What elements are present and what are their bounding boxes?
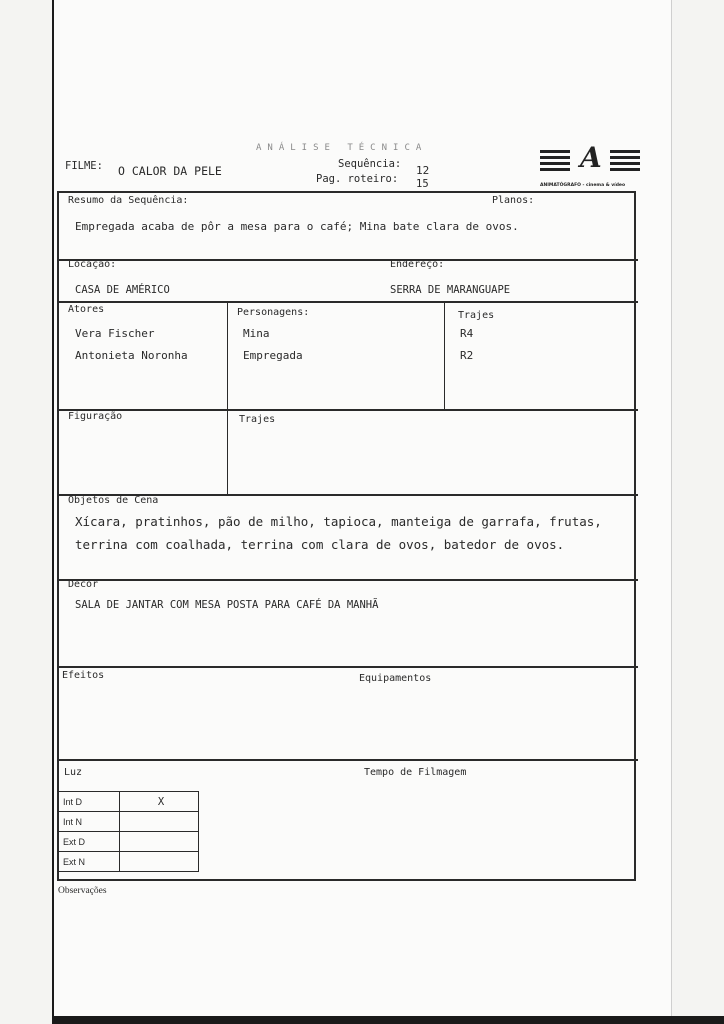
logo-letter: A — [580, 141, 602, 174]
divider-decor — [59, 666, 638, 668]
luz-row-name: Int D — [59, 792, 120, 812]
planos-label: Planos: — [492, 195, 535, 206]
divider-efeitos — [59, 759, 638, 761]
traje-2: R2 — [460, 349, 474, 362]
decor-label: Decor — [68, 579, 99, 590]
film-value: O CALOR DA PELE — [118, 164, 222, 178]
locacao-label: Locação: — [68, 259, 117, 270]
luz-row-mark — [120, 832, 199, 852]
luz-label: Luz — [64, 767, 83, 778]
luz-row-name: Int N — [59, 812, 120, 832]
divider-elenco — [59, 409, 638, 411]
luz-row-mark — [120, 812, 199, 832]
tempo-filmagem-label: Tempo de Filmagem — [364, 767, 467, 778]
divider-resumo — [59, 259, 638, 261]
luz-table — [59, 791, 199, 872]
page-edge-bar — [52, 1016, 724, 1024]
logo-bars-left — [540, 150, 570, 174]
luz-row-mark — [120, 852, 199, 872]
form-title: ANÁLISE TÉCNICA — [256, 143, 428, 153]
figuracao-trajes-label: Trajes — [239, 414, 276, 425]
sequence-label: Sequência: — [338, 158, 402, 170]
personagem-2: Empregada — [243, 349, 303, 362]
page-value: 15 — [416, 178, 429, 190]
luz-row-name: Ext D — [59, 832, 120, 852]
decor-value: SALA DE JANTAR COM MESA POSTA PARA CAFÉ DA MANHÃ — [75, 599, 379, 611]
logo-brand-text: ANIMATÓGRAFO - cinema & vídeo — [540, 183, 626, 188]
endereco-label: Endereço: — [390, 259, 445, 270]
page-label: Pag. roteiro: — [316, 173, 399, 185]
divider-personagens — [444, 301, 445, 409]
objetos-line-2: terrina com coalhada, terrina com clara de ovos, batedor de ovos. — [75, 537, 565, 552]
technical-analysis-form — [57, 191, 636, 881]
logo-bars-right — [610, 150, 640, 174]
trajes-label: Trajes — [458, 310, 495, 321]
divider-objetos — [59, 579, 638, 581]
objetos-label: Objetos de Cena — [68, 495, 159, 506]
luz-row — [59, 832, 199, 852]
endereco-value: SERRA DE MARANGUAPE — [390, 284, 511, 296]
observacoes-label: Observações — [58, 886, 107, 896]
luz-row — [59, 852, 199, 872]
luz-row — [59, 812, 199, 832]
personagem-1: Mina — [243, 327, 270, 340]
ator-2: Antonieta Noronha — [75, 349, 188, 362]
resumo-label: Resumo da Sequência: — [68, 195, 189, 206]
objetos-line-1: Xícara, pratinhos, pão de milho, tapioca, manteiga de garrafa, frutas, — [75, 514, 602, 529]
luz-row-name: Ext N — [59, 852, 120, 872]
ator-1: Vera Fischer — [75, 327, 155, 340]
luz-row-mark: X — [120, 792, 199, 812]
luz-row — [59, 792, 199, 812]
animatografo-logo — [540, 141, 642, 192]
equipamentos-label: Equipamentos — [359, 673, 432, 684]
divider-atores — [227, 301, 228, 494]
resumo-text: Empregada acaba de pôr a mesa para o café; Mina bate clara de ovos. — [75, 220, 519, 233]
figuracao-label: Figuração — [68, 411, 123, 422]
film-label: FILME: — [65, 160, 103, 172]
locacao-value: CASA DE AMÉRICO — [75, 284, 170, 296]
personagens-label: Personagens: — [237, 307, 310, 318]
efeitos-label: Efeitos — [62, 670, 105, 681]
atores-label: Atores — [68, 304, 105, 315]
sequence-value: 12 — [416, 164, 430, 177]
traje-1: R4 — [460, 327, 474, 340]
divider-locacao — [59, 301, 638, 303]
